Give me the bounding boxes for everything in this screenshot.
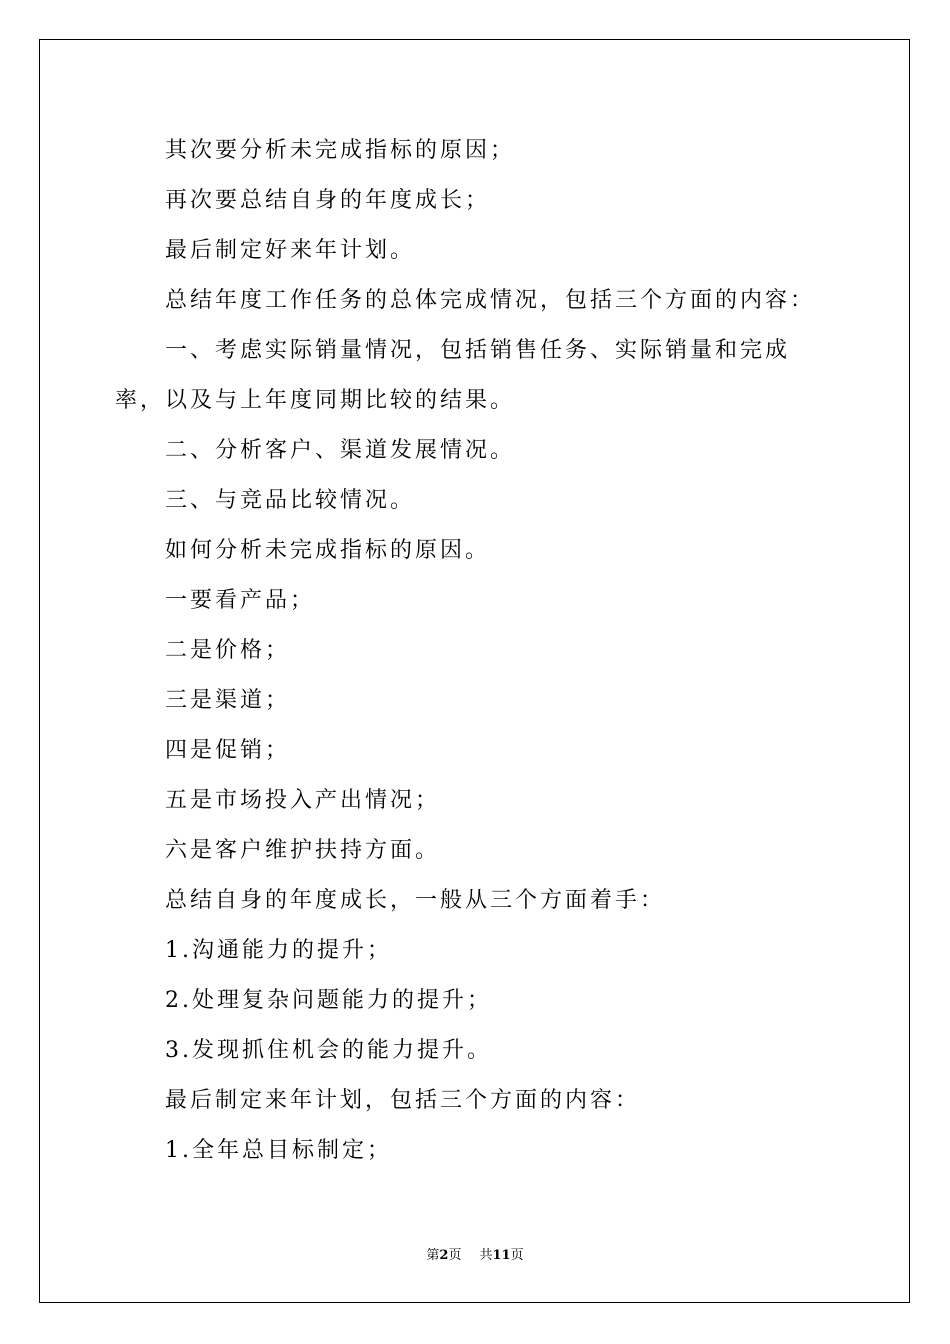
page-label-prefix: 第 <box>426 1248 440 1263</box>
paragraph: 二、分析客户、渠道发展情况。 <box>165 438 516 463</box>
paragraph: 三、与竞品比较情况。 <box>165 488 416 513</box>
paragraph: 三是渠道； <box>165 688 291 713</box>
total-page-count: 11 <box>492 1248 511 1263</box>
page-footer <box>0 1247 950 1265</box>
paragraph: 如何分析未完成指标的原因。 <box>165 538 491 563</box>
paragraph: 一要看产品； <box>165 588 316 613</box>
paragraph: 一、考虑实际销量情况，包括销售任务、实际销量和完成率，以及与上年度同期比较的结果。 <box>115 338 791 413</box>
paragraph: 四是促销； <box>165 738 291 763</box>
paragraph: 六是客户维护扶持方面。 <box>165 838 441 863</box>
total-label-suffix: 页 <box>510 1248 524 1263</box>
paragraph: 最后制定来年计划，包括三个方面的内容： <box>165 1088 641 1113</box>
paragraph: 二是价格； <box>165 638 291 663</box>
paragraph: 总结年度工作任务的总体完成情况，包括三个方面的内容： <box>165 288 816 313</box>
paragraph: 再次要总结自身的年度成长； <box>165 188 491 213</box>
current-page-number: 2 <box>439 1248 449 1263</box>
page-label-suffix: 页 <box>448 1248 462 1263</box>
total-label-prefix: 共 <box>479 1248 493 1263</box>
paragraph: 1.全年总目标制定； <box>165 1138 392 1163</box>
paragraph: 2.处理复杂问题能力的提升； <box>165 988 492 1013</box>
paragraph: 最后制定好来年计划。 <box>165 238 416 263</box>
paragraph: 总结自身的年度成长，一般从三个方面着手： <box>165 888 666 913</box>
paragraph: 五是市场投入产出情况； <box>165 788 441 813</box>
document-body <box>115 126 835 1176</box>
paragraph: 其次要分析未完成指标的原因； <box>165 138 516 163</box>
paragraph: 3.发现抓住机会的能力提升。 <box>165 1038 492 1063</box>
paragraph: 1.沟通能力的提升； <box>165 938 392 963</box>
